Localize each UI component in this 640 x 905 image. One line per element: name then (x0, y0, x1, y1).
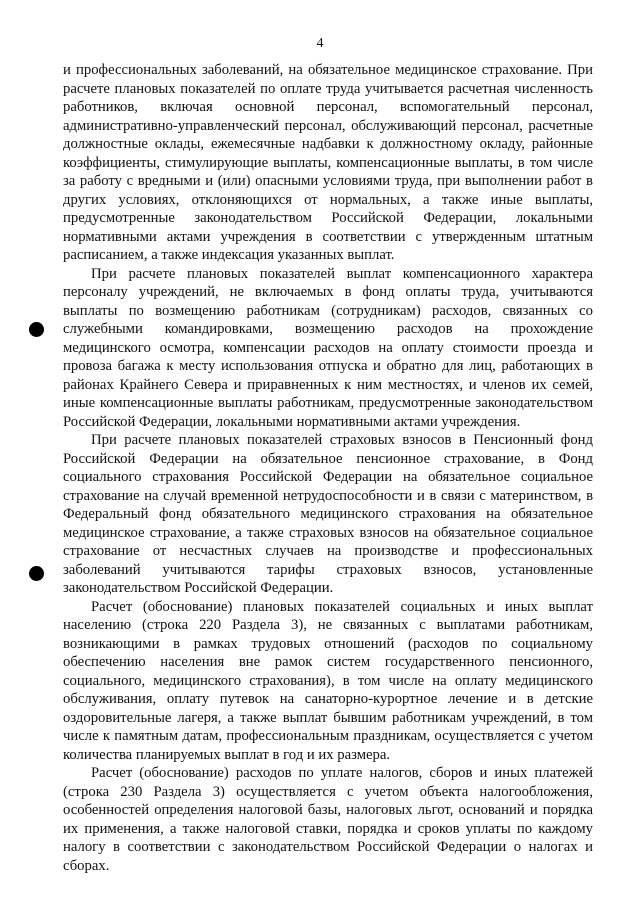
paragraph-2: При расчете плановых показателей выплат компенсационного характера персоналу учреждений, не включаемых в фонд оплаты труда, учитываются выплаты по возмещению работникам (сотрудникам) расходов, связанных со служебными командировками, возмещению расходов на прохождение медицинского осмотра, компенсации расходов на оплату стоимости проезда и провоза багажа к месту использования отпуска и обратно для лиц, работающих в районах Крайнего Севера и приравненных к ним местностях, и членов их семей, иные компенсационные выплаты работникам, предусмотренные законодательством Российской Федерации, локальными нормативными актами учреждения. (63, 265, 593, 430)
page-number: 4 (316, 36, 324, 51)
paragraph-3: При расчете плановых показателей страховых взносов в Пенсионный фонд Российской Федерации на обязательное пенсионное страхование, в Фонд социального страхования Российской Федерации на обязательное социальное страхование на случай временной нетрудоспособности и в связи с материнством, в Федеральный фонд обязательного медицинского страхования на обязательное медицинское страхование, а также страховых взносов на обязательное социальное страхование от несчастных случаев на производстве и профессиональных заболеваний учитываются тарифы страховых взносов, установленные законодательством Российской Федерации. (63, 432, 593, 596)
paragraph-1: и профессиональных заболеваний, на обязательное медицинское страхование. При расчете плановых показателей по оплате труда учитывается расчетная численность работников, включая основной персонал, вспомогательный персонал, административно-управленческий персонал, обслуживающий персонал, расчетные должностные оклады, ежемесячные надбавки к должностному окладу, районные коэффициенты, стимулирующие выплаты, компенсационные выплаты, в том числе за работу с вредными и (или) опасными условиями труда, при выполнении работ в других условиях, отклоняющихся от нормальных, а также иные выплаты, предусмотренные законодательством Российской Федерации, локальными нормативными актами учреждения в соответствии с утвержденным штатным расписанием, а также индексация указанных выплат. (63, 62, 593, 263)
punch-hole-mark (29, 322, 44, 337)
paragraph-4: Расчет (обоснование) плановых показателей социальных и иных выплат населению (строка 220 Раздела 3), не связанных с выплатами работникам, возникающими в рамках трудовых отношений (расходов по социальному обеспечению населения вне рамок систем государственного пенсионного, социального, медицинского страхования), в том числе на оплату медицинского обслуживания, оплату путевок на санаторно-курортное лечение и в детские оздоровительные лагеря, а также выплат бывшим работникам учреждений, в том числе к памятным датам, профессиональным праздникам, осуществляется с учетом количества планируемых выплат в год и их размера. (63, 598, 593, 763)
document-body (63, 61, 593, 875)
paragraph-5: Расчет (обоснование) расходов по уплате налогов, сборов и иных платежей (строка 230 Раздела 3) осуществляется с учетом объекта налогообложения, особенностей определения налоговой базы, налоговых льгот, оснований и порядка их применения, а также налоговой ставки, порядка и сроков уплаты по каждому налогу в соответствии с законодательством Российской Федерации о налогах и сборах. (63, 765, 593, 874)
punch-hole-mark (29, 566, 44, 581)
